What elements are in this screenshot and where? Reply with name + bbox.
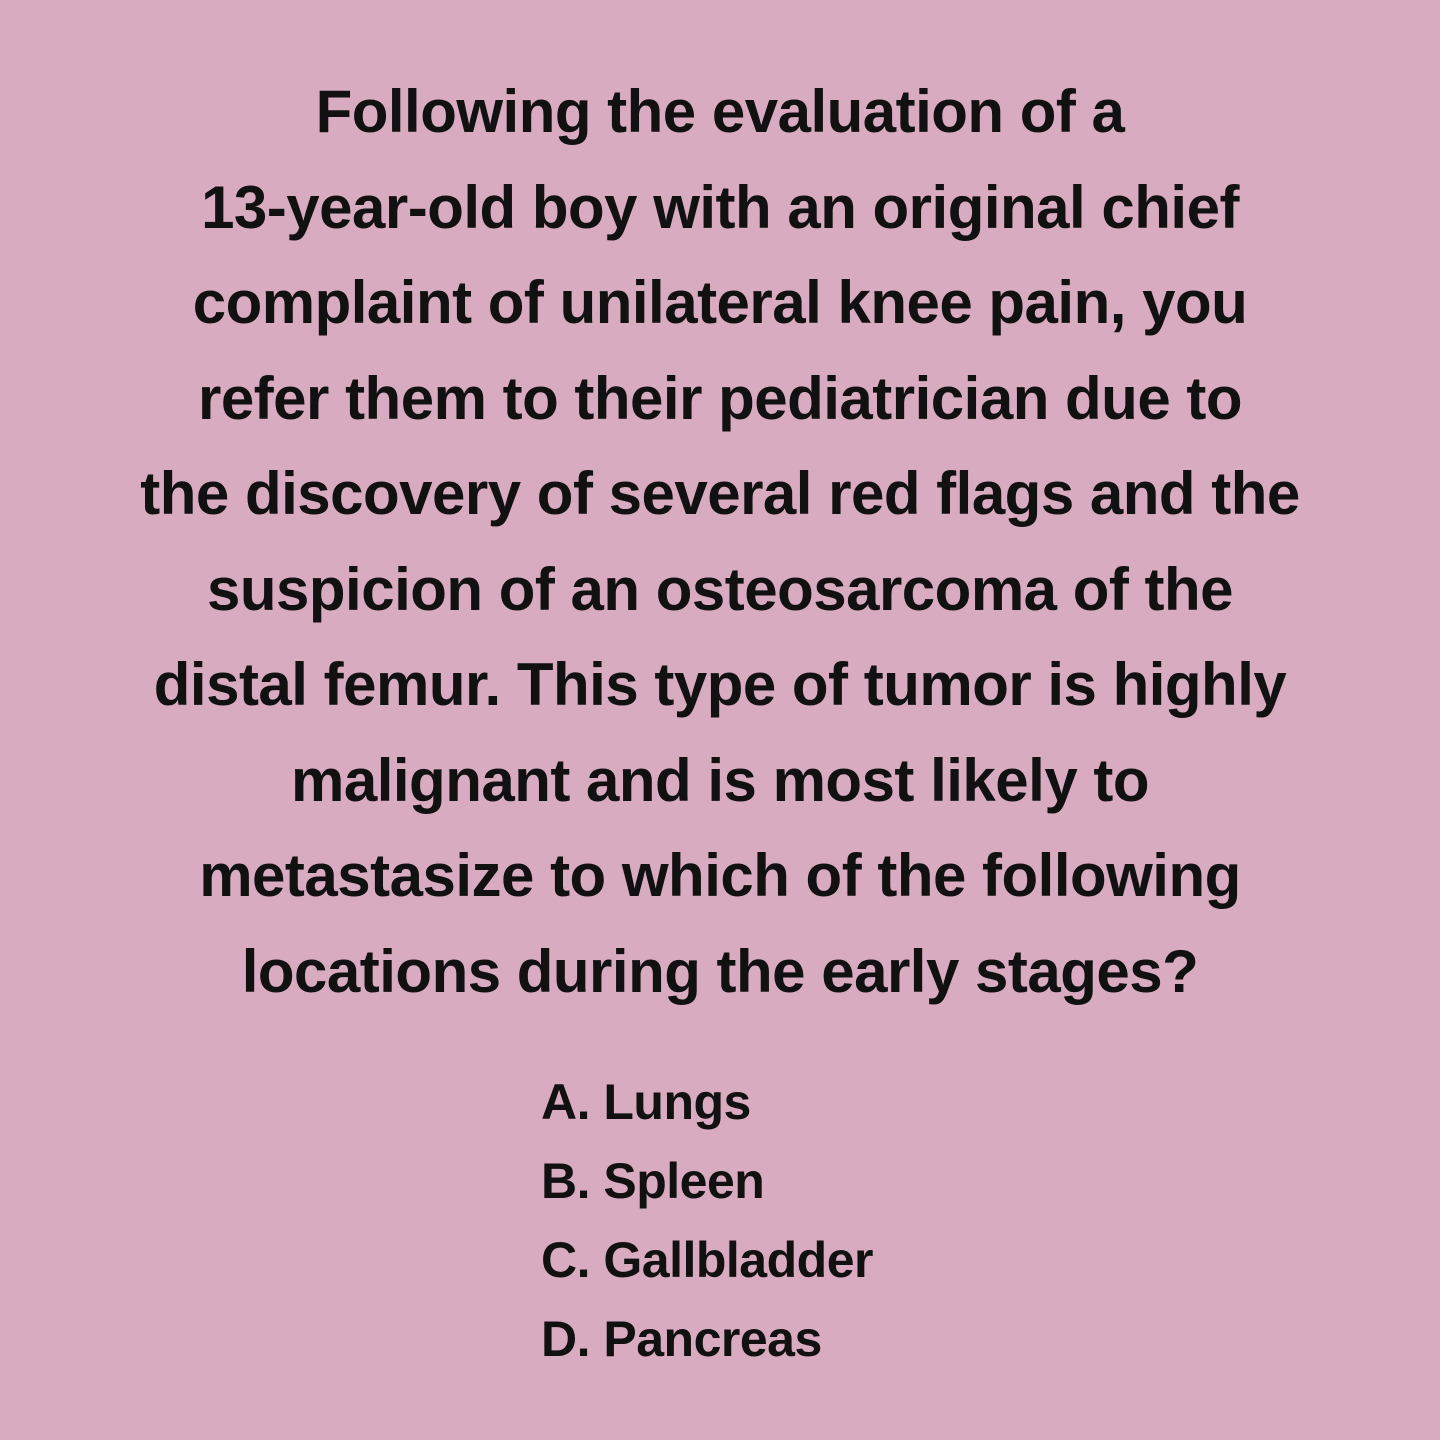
question-line: the discovery of several red flags and the: [140, 460, 1300, 527]
question-line: refer them to their pediatrician due to: [197, 364, 1242, 432]
question-line: distal femur. This type of tumor is highly: [153, 651, 1287, 718]
question-line: Following the evaluation of a: [315, 78, 1125, 145]
option-c: C. Gallbladder: [541, 1232, 873, 1288]
question-line: 13-year-old boy with an original chief: [201, 173, 1239, 241]
question-line: malignant and is most likely to: [290, 746, 1149, 814]
question-line: locations during the early stages?: [241, 937, 1199, 1005]
question-text: [60, 64, 1380, 1019]
question-line: complaint of unilateral knee pain, you: [192, 269, 1248, 336]
option-d: D. Pancreas: [541, 1311, 822, 1367]
answer-options: [541, 1063, 873, 1379]
question-line: suspicion of an osteosarcoma of the: [206, 555, 1234, 623]
question-line: metastasize to which of the following: [199, 842, 1241, 909]
option-b: B. Spleen: [541, 1153, 765, 1209]
option-a: A. Lungs: [541, 1074, 751, 1130]
